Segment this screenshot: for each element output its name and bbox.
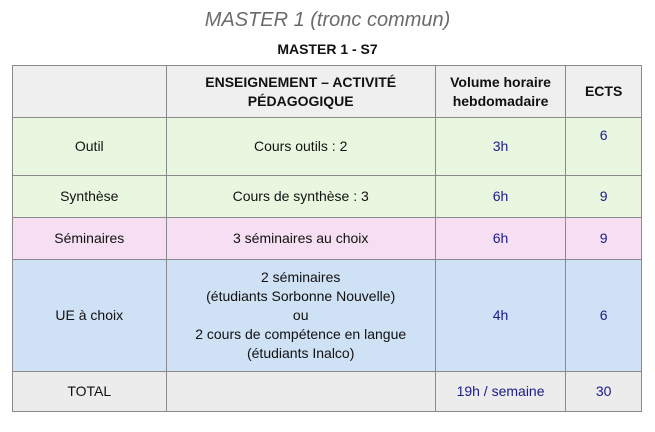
curriculum-table xyxy=(12,65,642,412)
row-volume: 6h xyxy=(435,176,565,218)
table-row-seminaires xyxy=(13,218,642,260)
header-teaching xyxy=(166,66,435,118)
table-caption: MASTER 1 - S7 xyxy=(277,41,378,57)
row-volume: 3h xyxy=(435,118,565,176)
teaching-line: 2 cours de compétence en langue xyxy=(195,326,407,342)
header-volume-line2: hebdomadaire xyxy=(452,92,549,109)
row-volume: 4h xyxy=(435,260,565,372)
row-ects: 6 xyxy=(566,118,642,176)
total-teaching xyxy=(166,372,435,412)
row-teaching: Cours de synthèse : 3 xyxy=(166,176,435,218)
header-volume-line1: Volume horaire xyxy=(450,73,551,90)
row-category: Séminaires xyxy=(13,218,167,260)
table-row-ue-a-choix xyxy=(13,260,642,372)
row-ects: 9 xyxy=(566,218,642,260)
row-category: Synthèse xyxy=(13,176,167,218)
row-ects: 6 xyxy=(566,260,642,372)
table-row-outil xyxy=(13,118,642,176)
teaching-line: ou xyxy=(292,307,309,323)
teaching-line: 2 séminaires xyxy=(261,269,341,285)
header-ects: ECTS xyxy=(566,66,642,118)
row-category: Outil xyxy=(13,118,167,176)
header-category xyxy=(13,66,167,118)
teaching-line: (étudiants Sorbonne Nouvelle) xyxy=(206,288,396,304)
row-volume: 6h xyxy=(435,218,565,260)
page-title: MASTER 1 (tronc commun) xyxy=(204,9,451,31)
header-teaching-line2: PÉDAGOGIQUE xyxy=(247,92,354,109)
row-category: UE à choix xyxy=(13,260,167,372)
table-header-row xyxy=(13,66,642,118)
table-row-synthese xyxy=(13,176,642,218)
header-volume xyxy=(435,66,565,118)
row-teaching: Cours outils : 2 xyxy=(166,118,435,176)
table-row-total xyxy=(13,372,642,412)
header-teaching-line1: ENSEIGNEMENT – ACTIVITÉ xyxy=(205,73,397,90)
total-label: TOTAL xyxy=(13,372,167,412)
total-ects: 30 xyxy=(566,372,642,412)
row-ects: 9 xyxy=(566,176,642,218)
row-teaching: 3 séminaires au choix xyxy=(166,218,435,260)
total-volume: 19h / semaine xyxy=(435,372,565,412)
teaching-line: (étudiants Inalco) xyxy=(246,345,355,361)
row-teaching xyxy=(166,260,435,372)
